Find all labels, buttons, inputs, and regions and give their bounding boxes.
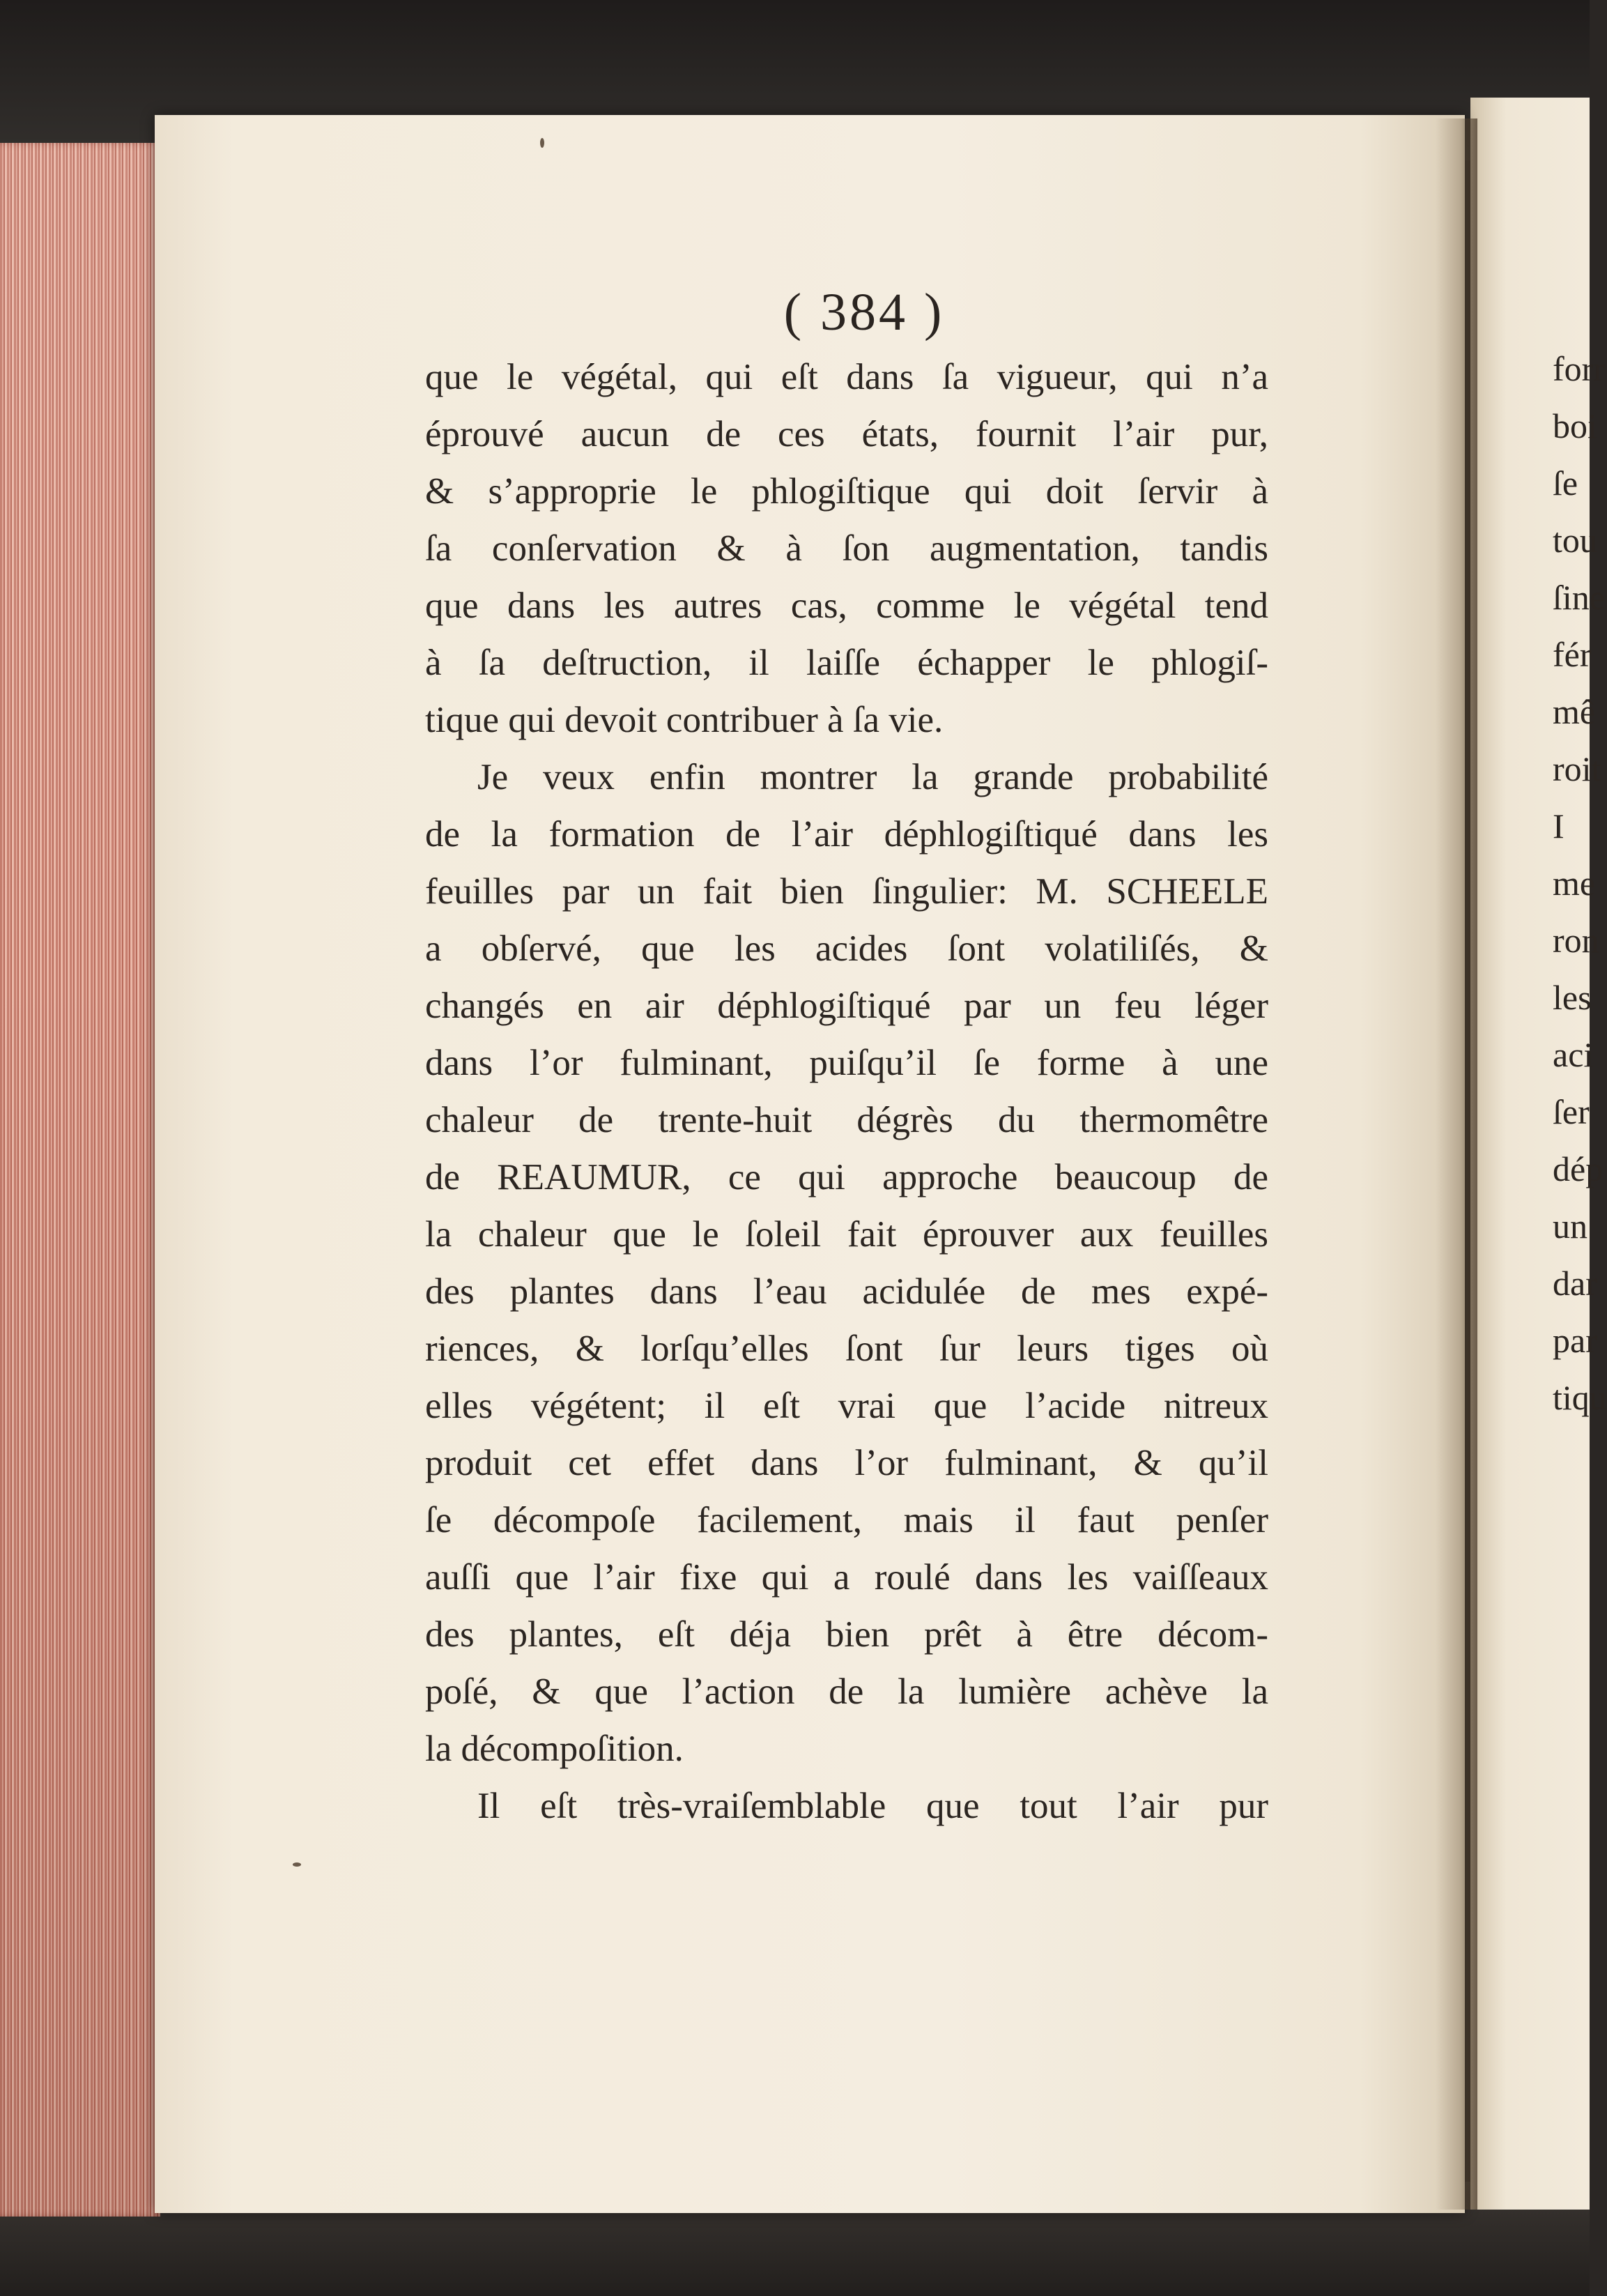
facing-line: tou: [1553, 521, 1597, 560]
facing-line: ron: [1553, 921, 1599, 960]
facing-line: boi: [1553, 406, 1597, 445]
text-line: des plantes dans l’eau acidulée de mes expé-: [425, 1271, 1268, 1312]
text-line: & s’approprie le phlogiſtique qui doit ſervir à: [425, 471, 1268, 512]
page-number: ( 384 ): [783, 283, 945, 342]
facing-line: les: [1553, 978, 1592, 1017]
text-line: ſa conſervation & à ſon augmentation, tandis: [425, 528, 1268, 569]
facing-line: ſe: [1553, 464, 1578, 503]
facing-line: tiqu: [1553, 1378, 1607, 1417]
text-line: elles végétent; il eſt vrai que l’acide nitreux: [425, 1386, 1268, 1426]
facing-page-text: [1553, 340, 1607, 1426]
paper-speck: [540, 138, 544, 148]
text-line: ſe décompoſe facilement, mais il faut penſer: [425, 1500, 1268, 1540]
text-line: tique qui devoit contribuer à ſa vie.: [425, 700, 944, 740]
paper-speck: [293, 1862, 301, 1867]
text-line: a obſervé, que les acides ſont volatiliſés, &: [425, 928, 1268, 969]
text-line: changés en air déphlogiſtiqué par un feu léger: [425, 986, 1268, 1026]
text-line: la décompoſition.: [425, 1729, 684, 1769]
text-line: de la formation de l’air déphlogiſtiqué dans les: [425, 814, 1268, 855]
facing-line: I: [1553, 806, 1564, 845]
text-line: poſé, & que l’action de la lumière achève la: [425, 1671, 1268, 1712]
text-line: que dans les autres cas, comme le végétal tend: [425, 586, 1268, 626]
text-line: riences, & lorſqu’elles ſont ſur leurs tiges où: [425, 1329, 1268, 1369]
facing-line: forr: [1553, 349, 1605, 388]
facing-line: aci: [1553, 1035, 1594, 1074]
facing-line: ſine: [1553, 578, 1605, 617]
text-line: à ſa deſtruction, il laiſſe échapper le phlogiſ-: [425, 643, 1268, 683]
text-line: Je veux enfin montrer la grande probabilité: [477, 757, 1268, 797]
text-line: feuilles par un fait bien ſingulier: M. SCHEELE: [425, 871, 1268, 912]
text-line: que le végétal, qui eſt dans ſa vigueur, qui n’a: [425, 357, 1268, 397]
text-line: produit cet effet dans l’or fulminant, & qu’il: [425, 1443, 1268, 1483]
text-line: chaleur de trente-huit dégrès du thermomêtre: [425, 1100, 1268, 1140]
text-line: de REAUMUR, ce qui approche beaucoup de: [425, 1157, 1268, 1197]
facing-line: ſer: [1553, 1092, 1590, 1131]
text-line: auſſi que l’air fixe qui a roulé dans les vaiſſeaux: [425, 1557, 1268, 1598]
facing-line: roit: [1553, 749, 1601, 788]
text-line: des plantes, eſt déja bien prêt à être décom-: [425, 1614, 1268, 1655]
text-line: la chaleur que le ſoleil fait éprouver aux feuilles: [425, 1214, 1268, 1255]
facing-line: mê: [1553, 692, 1596, 731]
page-gutter-shadow: [1436, 118, 1477, 2210]
page-body-text: [425, 349, 1268, 1835]
facing-line: dép: [1553, 1149, 1604, 1188]
text-line: éprouvé aucun de ces états, fournit l’air pur,: [425, 414, 1268, 454]
book-fore-edge-shade: [0, 143, 160, 2217]
text-line: Il eſt très-vraiſemblable que tout l’air pur: [477, 1786, 1268, 1826]
facing-line: un: [1553, 1207, 1587, 1246]
facing-line: fér: [1553, 635, 1592, 674]
facing-line: dar: [1553, 1264, 1597, 1303]
facing-line: me: [1553, 864, 1596, 903]
text-line: dans l’or fulminant, puiſqu’il ſe forme à une: [425, 1043, 1268, 1083]
facing-line: par: [1553, 1321, 1597, 1360]
